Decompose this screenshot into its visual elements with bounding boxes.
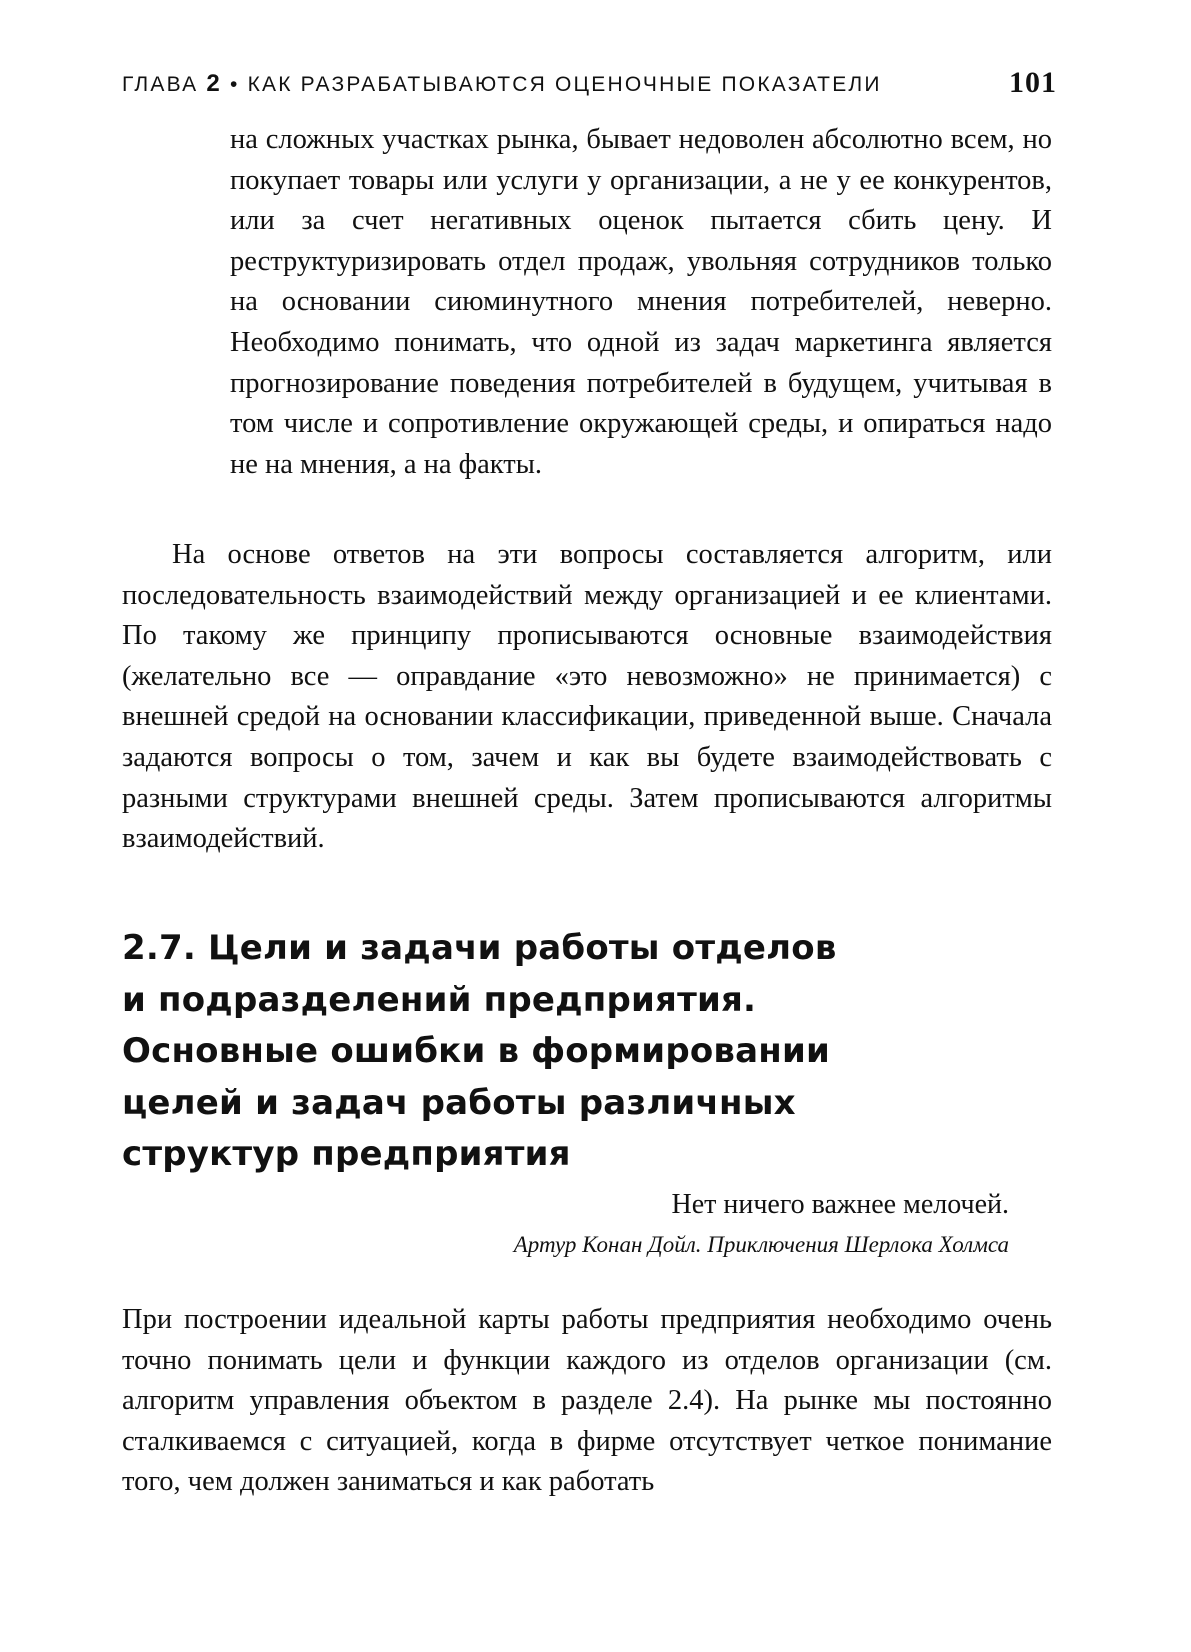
body-paragraph-continued: При построении идеальной карты работы предприятия необходимо очень точно понимать цели и функции каждого из отделов организации (см. алгоритм управления объектом в разделе 2.4). На рынке мы постоянно сталкиваемся с ситуацией, когда в фирме отсутствует четкое понимание того, чем должен заниматься и как работать <box>122 1304 1052 1498</box>
section-heading-line: структур предприятия <box>122 1134 571 1174</box>
epigraph <box>514 1185 1009 1265</box>
epigraph-source: Артур Конан Дойл. Приключения Шерлока Холмса <box>513 1232 1009 1257</box>
chapter-title: КАК РАЗРАБАТЫВАЮТСЯ ОЦЕНОЧНЫЕ ПОКАЗАТЕЛИ <box>247 73 882 96</box>
bullet-separator: • <box>229 73 240 96</box>
indented-paragraph: на сложных участках рынка, бывает недоволен абсолютно всем, но покупает товары или услуги у организации, а не у ее конкурентов, или за счет негативных оценок пытается сбить цену. И реструктуризировать отдел продаж, увольняя сотрудников только на основании сиюминутного мнения потребителей, неверно. Необходимо понимать, что одной из задач маркетинга является прогнозирование поведения потребителей в будущем, учитывая в том числе и сопротивление окружающей среды, и опираться надо не на мнения, а на факты. <box>230 124 1052 480</box>
running-head <box>122 66 1057 100</box>
epigraph-text: Нет ничего важнее мелочей. <box>671 1189 1009 1220</box>
chapter-prefix: ГЛАВА <box>122 73 199 96</box>
section-heading <box>122 923 1022 1181</box>
running-head-title <box>122 70 882 98</box>
page-number: 101 <box>1009 66 1057 99</box>
section-heading-line: 2.7. Цели и задачи работы отделов <box>122 928 837 968</box>
section-heading-line: целей и задач работы различных <box>122 1082 796 1123</box>
chapter-number: 2 <box>206 70 222 97</box>
body-paragraph: На основе ответов на эти вопросы составляется алгоритм, или последовательность взаимодействий между организацией и ее клиентами. По такому же принципу прописываются основные взаимодействия (желательно все — оправдание «это невозможно» не принимается) с внешней средой на основании классификации, приведенной выше. Сначала задаются вопросы о том, зачем и как вы будете взаимодействовать с разными структурами внешней среды. Затем прописываются алгоритмы взаимодействий. <box>122 539 1052 855</box>
section-heading-line: и подразделений предприятия. <box>122 979 757 1020</box>
section-heading-line: Основные ошибки в формировании <box>122 1031 831 1071</box>
